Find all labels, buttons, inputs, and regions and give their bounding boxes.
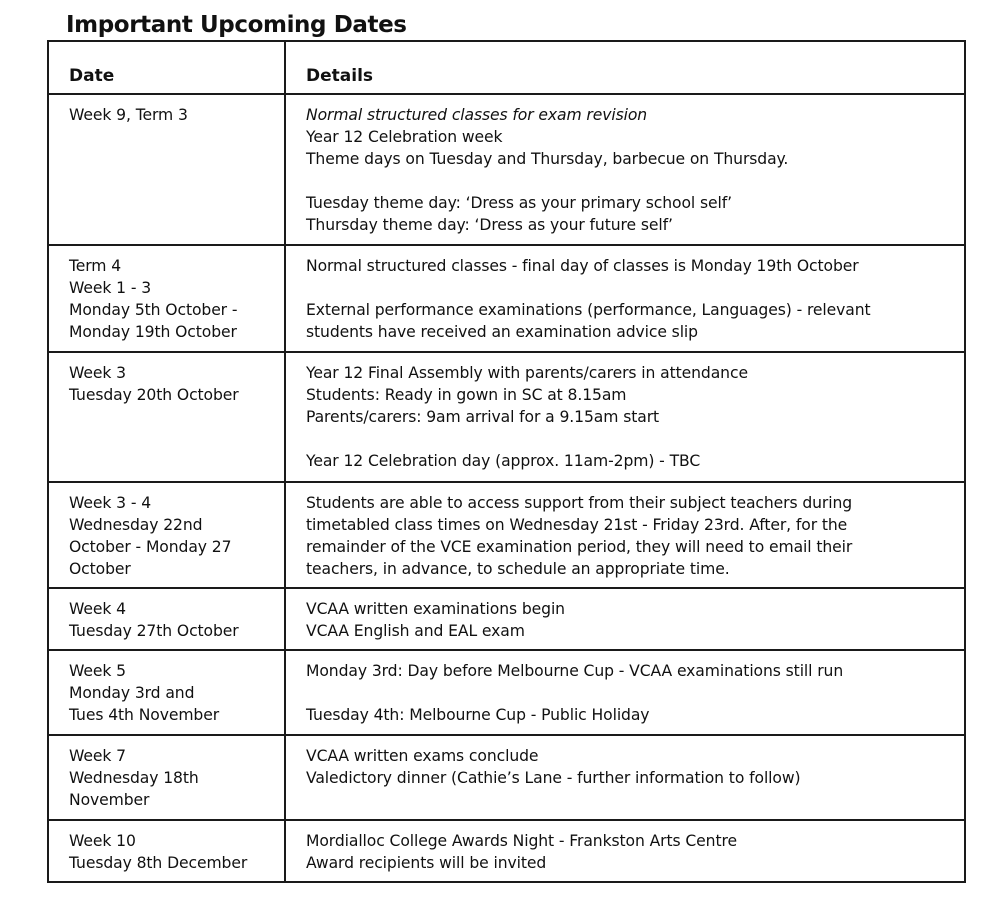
detail-line: students have received an examination advice slip xyxy=(306,323,698,341)
dates-table xyxy=(47,40,966,883)
date-line: Week 9, Term 3 xyxy=(69,106,188,124)
detail-line: Year 12 Celebration week xyxy=(306,128,503,146)
date-cell xyxy=(48,352,285,482)
date-line: October - Monday 27 xyxy=(69,538,232,556)
table-row xyxy=(48,245,965,352)
date-cell xyxy=(48,245,285,352)
date-line: Tuesday 27th October xyxy=(69,622,239,640)
header-row xyxy=(48,41,965,94)
details-cell xyxy=(285,352,965,482)
date-line: Week 3 xyxy=(69,364,127,382)
date-header-label: Date xyxy=(69,66,115,86)
date-line: Wednesday 18th xyxy=(69,769,199,787)
table-row xyxy=(48,352,965,482)
detail-line: VCAA written exams conclude xyxy=(306,747,539,765)
details-cell xyxy=(285,820,965,882)
date-line: Monday 5th October - xyxy=(69,301,238,319)
date-line: Week 7 xyxy=(69,747,127,765)
date-line: Wednesday 22nd xyxy=(69,516,203,534)
details-cell xyxy=(285,650,965,735)
details-cell xyxy=(285,588,965,650)
table-row xyxy=(48,94,965,245)
date-line: Monday 3rd and xyxy=(69,684,195,702)
blank-line xyxy=(306,428,956,450)
table-row xyxy=(48,820,965,882)
blank-line xyxy=(306,682,956,704)
date-line: Week 10 xyxy=(69,832,136,850)
detail-line: Year 12 Celebration day (approx. 11am-2pm) - TBC xyxy=(306,452,701,470)
table-row xyxy=(48,650,965,735)
date-line: Week 1 - 3 xyxy=(69,279,152,297)
date-line: November xyxy=(69,791,150,809)
detail-line: Tuesday theme day: ‘Dress as your primary school self’ xyxy=(306,194,733,212)
detail-line: remainder of the VCE examination period, they will need to email their xyxy=(306,538,853,556)
detail-line: Normal structured classes - final day of classes is Monday 19th October xyxy=(306,257,859,275)
page-title: Important Upcoming Dates xyxy=(66,12,407,38)
blank-line xyxy=(306,277,956,299)
detail-line: VCAA English and EAL exam xyxy=(306,622,525,640)
date-line: Monday 19th October xyxy=(69,323,237,341)
date-cell xyxy=(48,588,285,650)
detail-line: timetabled class times on Wednesday 21st - Friday 23rd. After, for the xyxy=(306,516,848,534)
detail-line: Parents/carers: 9am arrival for a 9.15am start xyxy=(306,408,660,426)
table-row xyxy=(48,735,965,820)
details-cell xyxy=(285,94,965,245)
date-line: Week 5 xyxy=(69,662,127,680)
details-cell xyxy=(285,482,965,588)
table-row xyxy=(48,588,965,650)
date-cell xyxy=(48,820,285,882)
detail-line: Tuesday 4th: Melbourne Cup - Public Holiday xyxy=(306,706,650,724)
detail-line: Students are able to access support from their subject teachers during xyxy=(306,494,853,512)
date-line: Tues 4th November xyxy=(69,706,220,724)
table-row xyxy=(48,482,965,588)
table-body xyxy=(48,94,965,882)
detail-line: Year 12 Final Assembly with parents/carers in attendance xyxy=(306,364,748,382)
date-line: Term 4 xyxy=(69,257,122,275)
date-line: Week 3 - 4 xyxy=(69,494,152,512)
detail-line: VCAA written examinations begin xyxy=(306,600,565,618)
detail-line: Students: Ready in gown in SC at 8.15am xyxy=(306,386,627,404)
detail-line: Valedictory dinner (Cathie’s Lane - further information to follow) xyxy=(306,769,801,787)
detail-line: teachers, in advance, to schedule an appropriate time. xyxy=(306,560,730,578)
detail-line: Theme days on Tuesday and Thursday, barbecue on Thursday. xyxy=(306,150,789,168)
date-cell xyxy=(48,735,285,820)
details-column-header xyxy=(285,41,965,94)
details-cell xyxy=(285,735,965,820)
details-header-label: Details xyxy=(306,66,374,86)
detail-line: Mordialloc College Awards Night - Frankston Arts Centre xyxy=(306,832,737,850)
detail-line: Thursday theme day: ‘Dress as your future self’ xyxy=(306,216,673,234)
date-line: Tuesday 8th December xyxy=(69,854,248,872)
detail-line: Award recipients will be invited xyxy=(306,854,547,872)
details-cell xyxy=(285,245,965,352)
date-line: Tuesday 20th October xyxy=(69,386,239,404)
date-column-header xyxy=(48,41,285,94)
date-cell xyxy=(48,650,285,735)
date-cell xyxy=(48,482,285,588)
date-cell xyxy=(48,94,285,245)
detail-line: Monday 3rd: Day before Melbourne Cup - VCAA examinations still run xyxy=(306,662,844,680)
date-line: Week 4 xyxy=(69,600,127,618)
detail-line: External performance examinations (performance, Languages) - relevant xyxy=(306,301,871,319)
date-line: October xyxy=(69,560,131,578)
blank-line xyxy=(306,170,956,192)
detail-line: Normal structured classes for exam revision xyxy=(306,106,648,124)
